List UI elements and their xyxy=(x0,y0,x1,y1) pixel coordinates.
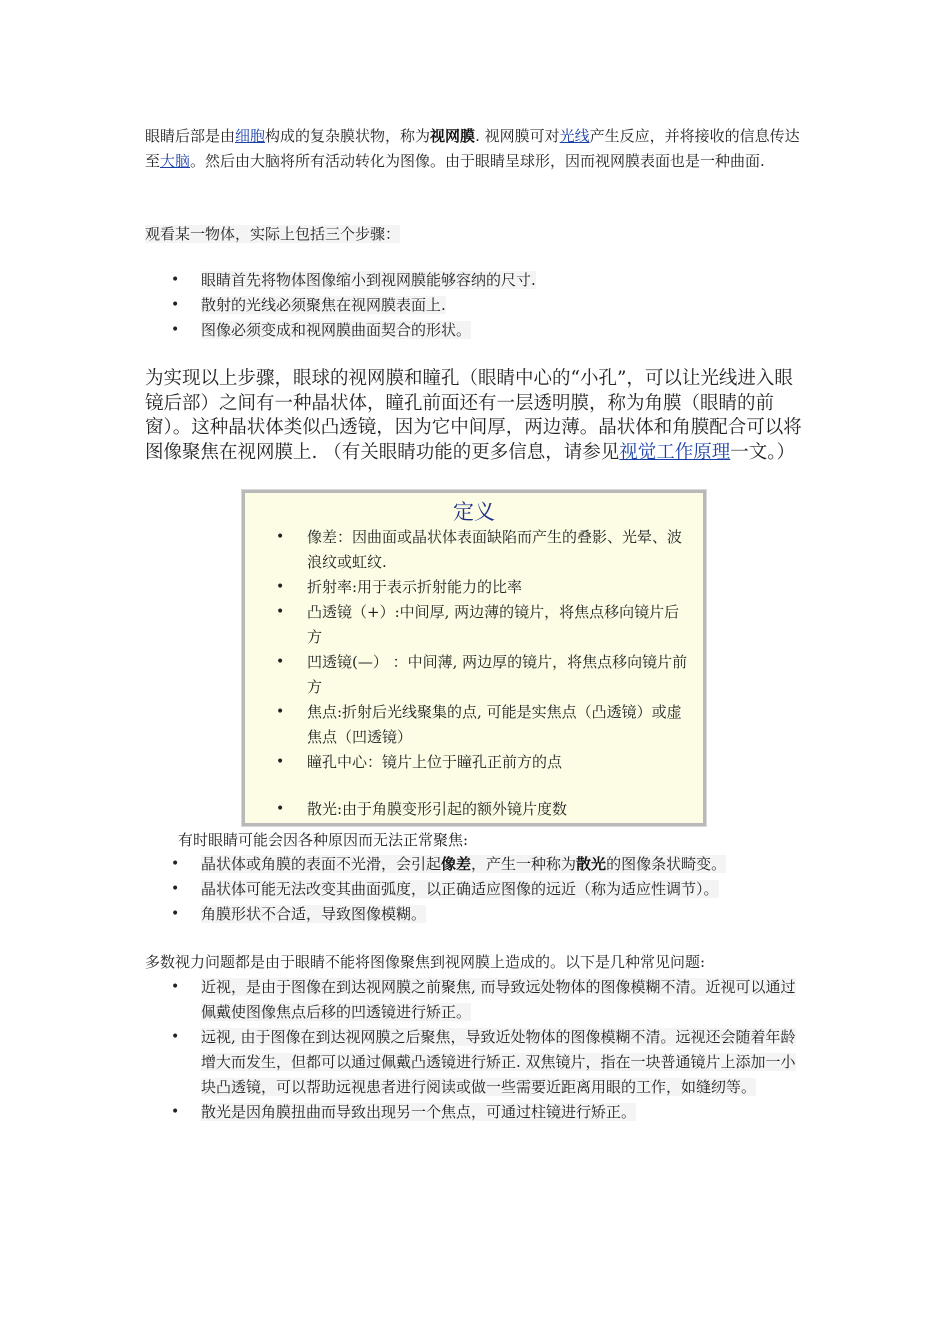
bullet-icon: • xyxy=(276,604,285,620)
steps-heading: 观看某一物体，实际上包括三个步骤： xyxy=(145,225,401,243)
bullet-icon: • xyxy=(171,906,180,922)
definition-item: • 瞳孔中心：镜片上位于瞳孔正前方的点 xyxy=(245,750,703,775)
intro-text: 。然后由大脑将所有活动转化为图像。由于眼睛呈球形，因而视网膜表面也是一种曲面. xyxy=(190,152,765,170)
definition-item: • 像差：因曲面或晶状体表面缺陷而产生的叠影、光晕、波浪纹或虹纹. xyxy=(245,525,703,575)
definition-item: • 散光:由于角膜变形引起的额外镜片度数 xyxy=(245,797,703,822)
bullet-icon: • xyxy=(171,856,180,872)
bullet-icon: • xyxy=(276,529,285,545)
problems-heading: 多数视力问题都是由于眼睛不能将图像聚焦到视网膜上造成的。以下是几种常见问题: xyxy=(145,953,706,971)
definitions-title: 定义 xyxy=(453,500,495,524)
list-item: • 远视, 由于图像在到达视网膜之后聚焦，导致近处物体的图像模糊不清。远视还会随着年龄增大而发生，但都可以通过佩戴凸透镜进行矫正. 双焦镜片，指在一块普通镜片上添加一小块凸透镜，可以帮助远视患者进行阅读或做一些需要近距离用眼的工作，如缝纫等。 xyxy=(145,1025,810,1100)
definitions-box xyxy=(242,490,706,826)
term-retina: 视网膜 xyxy=(430,127,476,145)
intro-text: 构成的复杂膜状物，称为 xyxy=(265,127,431,145)
term-aberration: 像差 xyxy=(441,855,472,873)
bullet-icon: • xyxy=(171,272,180,288)
link-brain[interactable]: 大脑 xyxy=(160,152,191,170)
bullet-icon: • xyxy=(276,654,285,670)
bullet-icon: • xyxy=(171,881,180,897)
intro-text: 产生反应，并将接收的信息传达至 xyxy=(145,127,800,170)
definitions-list xyxy=(245,525,703,822)
link-how-vision-works[interactable]: 视觉工作原理 xyxy=(619,441,731,463)
definition-item: • 凹透镜(—） ：中间薄, 两边厚的镜片，将焦点移向镜片前方 xyxy=(245,650,703,700)
intro-text: . 视网膜可对 xyxy=(475,127,560,145)
intro-text: 眼睛后部是由 xyxy=(145,127,236,145)
bullet-icon: • xyxy=(171,1029,180,1045)
list-item: • 散光是因角膜扭曲而导致出现另一个焦点，可通过柱镜进行矫正。 xyxy=(145,1100,810,1125)
bullet-icon: • xyxy=(171,322,180,338)
list-item: • 近视，是由于图像在到达视网膜之前聚焦, 而导致远处物体的图像模糊不清。近视可以通过佩戴使图像焦点后移的凹透镜进行矫正。 xyxy=(145,975,810,1025)
list-item: • 散射的光线必须聚焦在视网膜表面上. xyxy=(145,293,810,318)
bullet-icon: • xyxy=(171,297,180,313)
bullet-icon: • xyxy=(276,754,285,770)
bullet-icon: • xyxy=(276,801,285,817)
bullet-icon: • xyxy=(171,979,180,995)
bullet-icon: • xyxy=(171,1104,180,1120)
list-item: • 晶状体可能无法改变其曲面弧度，以正确适应图像的远近（称为适应性调节）。 xyxy=(145,877,810,902)
steps-list xyxy=(145,268,810,343)
intro-paragraph xyxy=(145,124,810,174)
definition-item: • 焦点:折射后光线聚集的点, 可能是实焦点（凸透镜）或虚焦点（凹透镜） xyxy=(245,700,703,750)
list-item: • 眼睛首先将物体图像缩小到视网膜能够容纳的尺寸. xyxy=(145,268,810,293)
focus-heading: 有时眼睛可能会因各种原因而无法正常聚焦: xyxy=(178,831,469,849)
link-cells[interactable]: 细胞 xyxy=(235,127,266,145)
focus-list xyxy=(145,852,810,927)
problems-list xyxy=(145,975,810,1125)
list-item: • 图像必须变成和视网膜曲面契合的形状。 xyxy=(145,318,810,343)
bullet-icon: • xyxy=(276,704,285,720)
lens-paragraph: 为实现以上步骤，眼球的视网膜和瞳孔（眼睛中心的“小孔”，可以让光线进入眼镜后部）之间有一种晶状体，瞳孔前面还有一层透明膜，称为角膜（眼睛的前窗）。这种晶状体类似凸透镜，因为它中间厚，两边薄。晶状体和角膜配合可以将图像聚焦在视网膜上. （有关眼睛功能的更多信息，请参见视觉工作原理一文。） xyxy=(145,368,802,463)
link-light[interactable]: 光线 xyxy=(559,127,590,145)
term-astigmatism: 散光 xyxy=(576,855,607,873)
definition-item: • 凸透镜（+）:中间厚, 两边薄的镜片，将焦点移向镜片后方 xyxy=(245,600,703,650)
bullet-icon: • xyxy=(276,579,285,595)
definition-item: • 折射率:用于表示折射能力的比率 xyxy=(245,575,703,600)
list-item: • 角膜形状不合适，导致图像模糊。 xyxy=(145,902,810,927)
list-item: • 晶状体或角膜的表面不光滑，会引起像差，产生一种称为散光的图像条状畸变。 xyxy=(145,852,810,877)
